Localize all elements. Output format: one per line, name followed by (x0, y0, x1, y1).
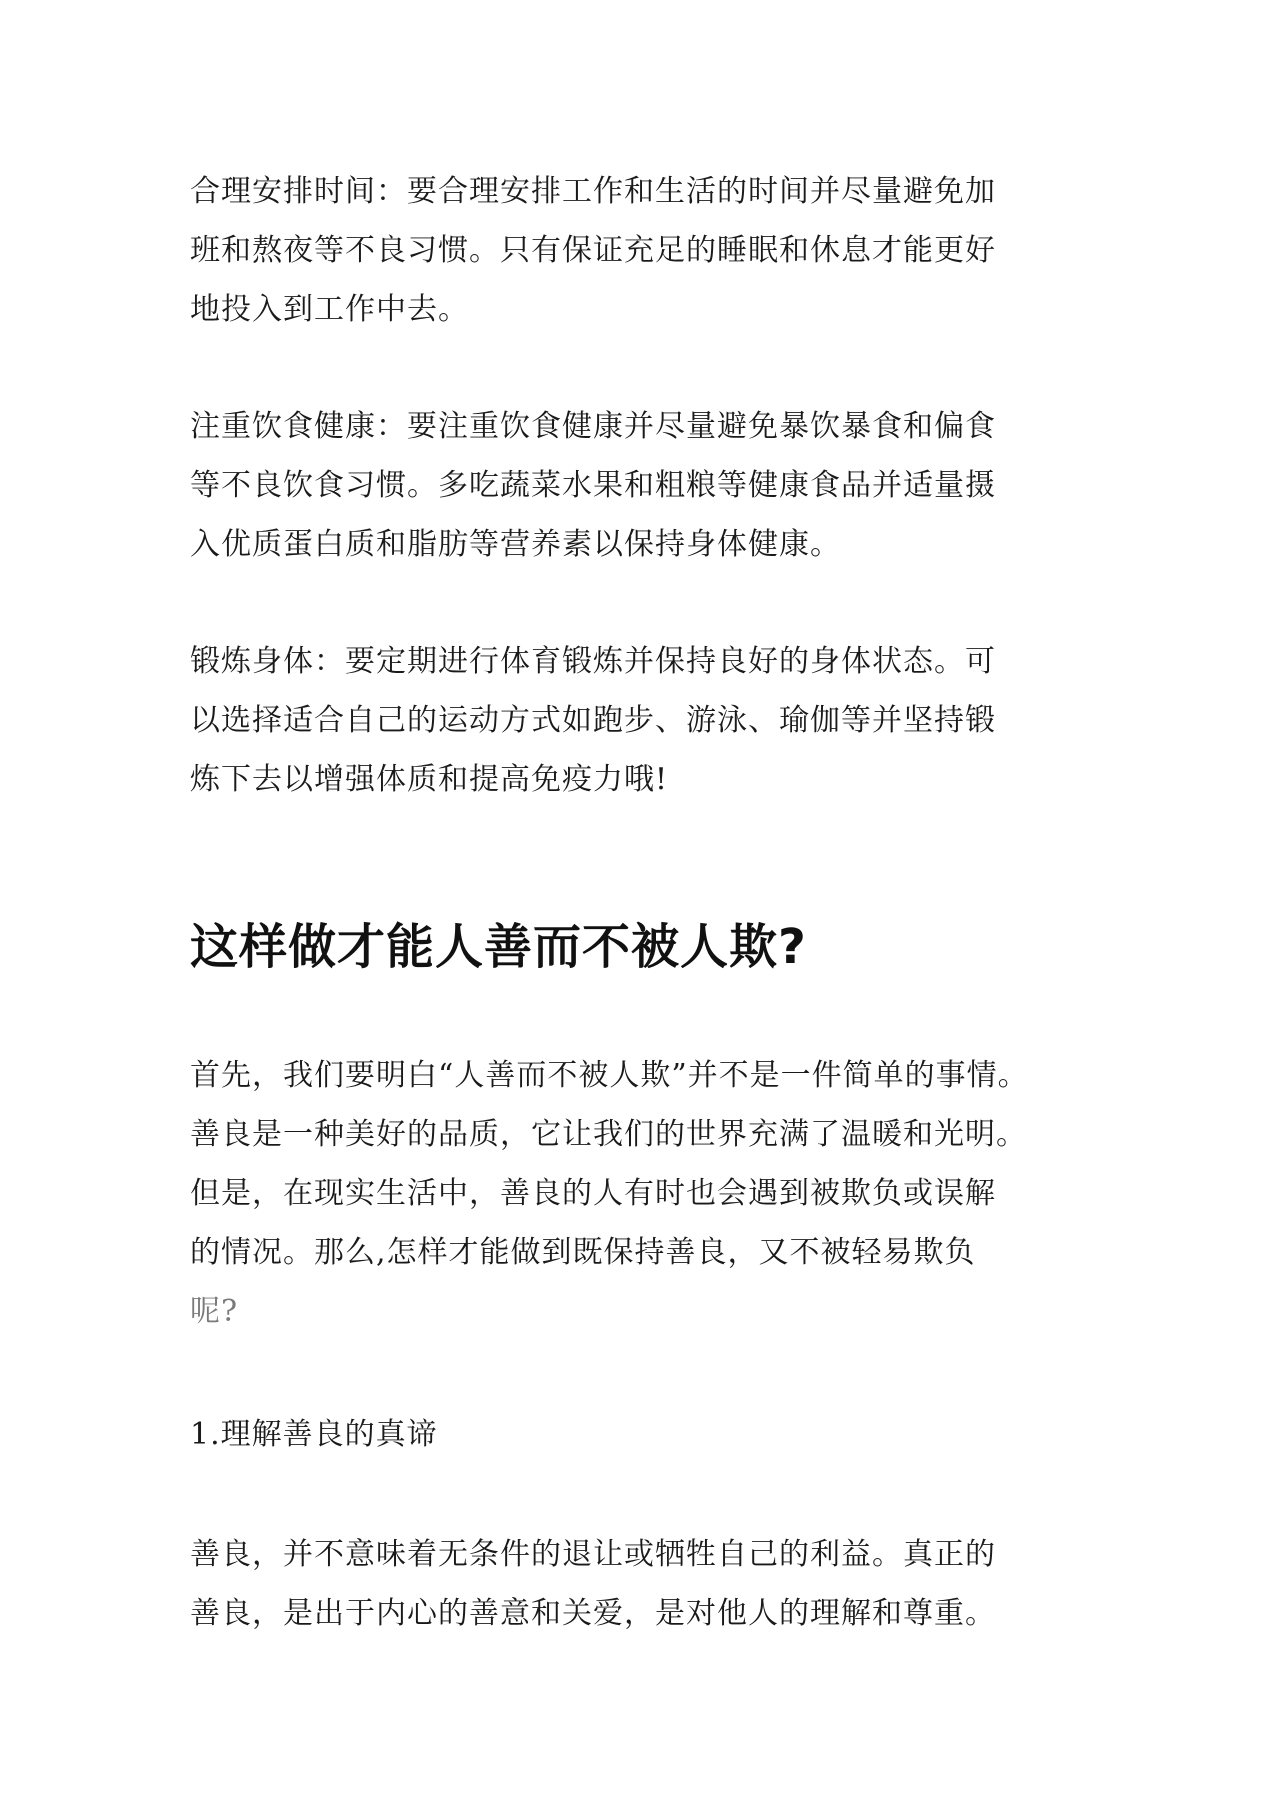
text-line: 的情况。那么,怎样才能做到既保持善良，又不被轻易欺负 (190, 1235, 976, 1270)
text-line: 1.理解善良的真谛 (190, 1417, 438, 1452)
text-line: 地投入到工作中去。 (190, 292, 469, 327)
text-line: 注重饮食健康：要注重饮食健康并尽量避免暴饮暴食和偏食 (190, 409, 996, 444)
text-line: 善良，并不意味着无条件的退让或牺牲自己的利益。真正的 (190, 1537, 996, 1572)
paragraph-diet-health (190, 397, 1130, 574)
text-line: 合理安排时间：要合理安排工作和生活的时间并尽量避免加 (190, 174, 996, 209)
paragraph-time-management (190, 162, 1130, 339)
paragraph-kindness-meaning (190, 1525, 1130, 1643)
text-line: 以选择适合自己的运动方式如跑步、游泳、瑜伽等并坚持锻 (190, 703, 996, 738)
text-line: 首先，我们要明白“人善而不被人欺”并不是一件简单的事情。 (190, 1058, 1029, 1093)
text-line: 善良，是出于内心的善意和关爱，是对他人的理解和尊重。 (190, 1596, 996, 1631)
article-heading: 这样做才能人善而不被人欺? (190, 919, 807, 975)
text-line: 善良是一种美好的品质，它让我们的世界充满了温暖和光明。 (190, 1117, 1027, 1152)
text-line: 炼下去以增强体质和提高免疫力哦! (190, 762, 669, 797)
text-line: 呢? (190, 1294, 239, 1329)
paragraph-introduction (190, 1046, 1130, 1341)
text-line: 等不良饮食习惯。多吃蔬菜水果和粗粮等健康食品并适量摄 (190, 468, 996, 503)
paragraph-exercise (190, 632, 1130, 809)
text-line: 入优质蛋白质和脂肪等营养素以保持身体健康。 (190, 527, 841, 562)
text-line: 锻炼身体：要定期进行体育锻炼并保持良好的身体状态。可 (190, 644, 996, 679)
section-title-understand-kindness (190, 1405, 1130, 1464)
text-line: 但是，在现实生活中，善良的人有时也会遇到被欺负或误解 (190, 1176, 996, 1211)
text-line: 班和熬夜等不良习惯。只有保证充足的睡眠和休息才能更好 (190, 233, 996, 268)
